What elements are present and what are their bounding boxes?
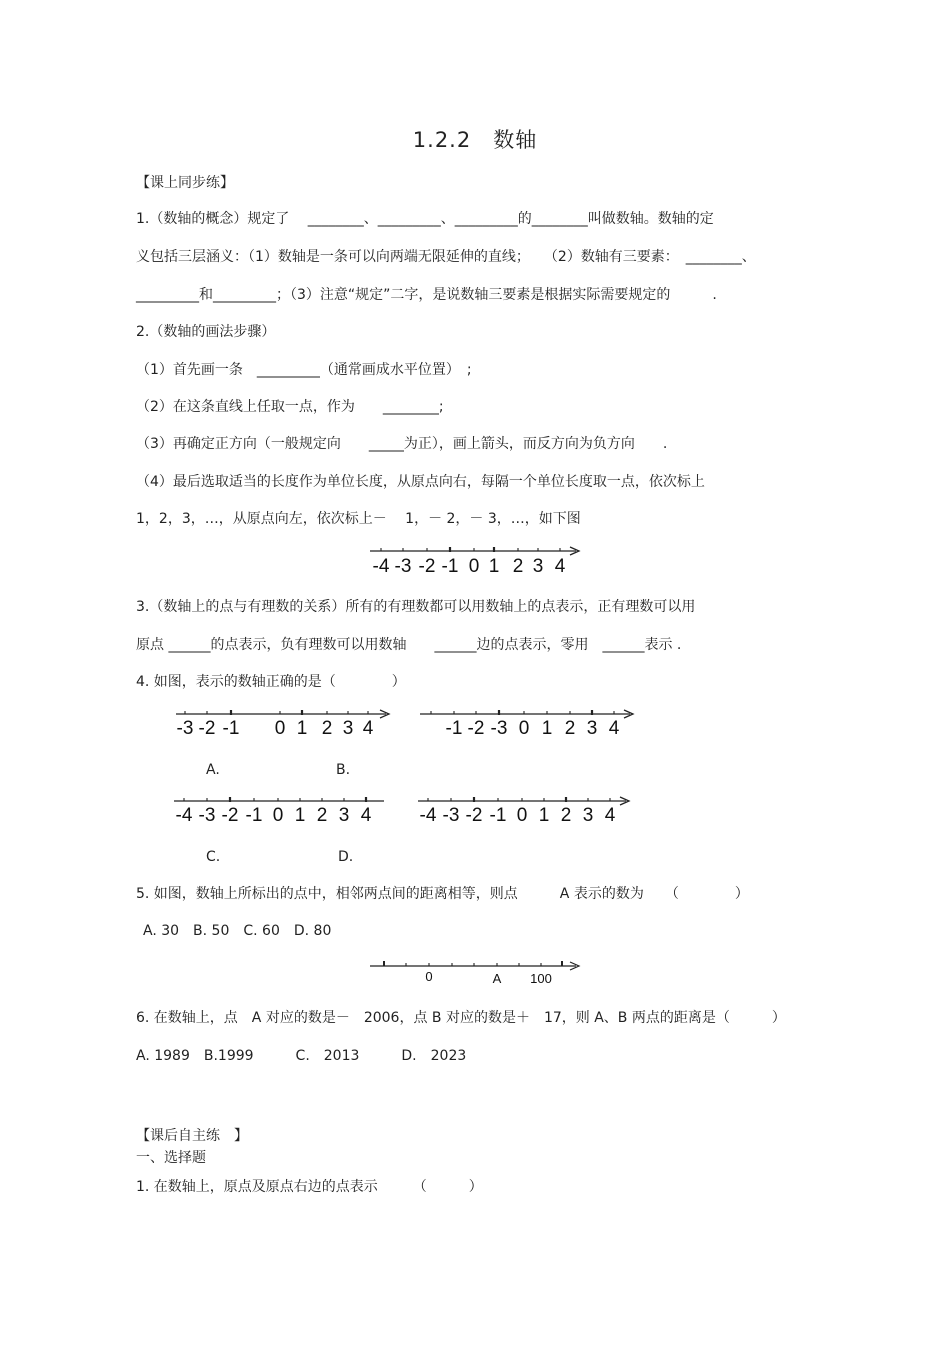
q2-label: 2: [512, 556, 524, 577]
q1-line-2: 义包括三层涵义：（1）数轴是一条可以向两端无限延伸的直线； （2）数轴有三要素： ________、: [136, 249, 756, 265]
q2-label: 0: [468, 556, 480, 577]
q5-stem: 5. 如图，数轴上所标出的点中，相邻两点间的距离相等，则点 A 表示的数为 （ ）: [136, 886, 749, 902]
q4d-label: 2: [560, 805, 572, 826]
q4d-label: 0: [516, 805, 528, 826]
q4d-label-group: [420, 805, 616, 826]
q4-stem: 4. 如图，表示的数轴正确的是（ ）: [136, 674, 406, 690]
q4-option-c-label: C.: [206, 849, 221, 865]
q4b-label: 4: [608, 718, 620, 739]
q5-number-line-figure: [366, 955, 586, 989]
q2-label: 3: [532, 556, 544, 577]
q4b-label: -3: [490, 718, 508, 739]
q4d-label: -1: [489, 805, 507, 826]
q4b-label: 1: [541, 718, 553, 739]
q4d-label: 1: [538, 805, 550, 826]
q6-stem: 6. 在数轴上，点 A 对应的数是－ 2006，点 B 对应的数是＋ 17，则 A、B 两点的距离是（ ）: [136, 1010, 786, 1026]
q4b-label-group: [446, 718, 620, 739]
q2-number-line-figure: [366, 540, 586, 580]
q4b-label: 2: [564, 718, 576, 739]
q4-option-d-label: D.: [338, 849, 354, 865]
q2-step-3: （3）再确定正方向（一般规定向 _____为正），画上箭头，而反方向为负方向 .: [136, 436, 668, 452]
q2-label: -3: [394, 556, 412, 577]
q2-heading: 2.（数轴的画法步骤）: [136, 324, 276, 340]
q4a-label: -2: [198, 718, 216, 739]
q4a-label-group: [177, 718, 374, 739]
q4d-label: 3: [582, 805, 594, 826]
q4b-label: -2: [467, 718, 485, 739]
q4a-label: -1: [222, 718, 240, 739]
section-subheading-choice: 一、选择题: [136, 1150, 206, 1166]
q3-line-2: 原点 ______的点表示，负有理数可以用数轴 ______边的点表示，零用 ______表示 .: [136, 637, 682, 653]
q2-label: -1: [441, 556, 459, 577]
q2-label: -2: [418, 556, 436, 577]
q4b-label: 0: [518, 718, 530, 739]
q4a-label: 2: [321, 718, 333, 739]
q4a-label: -3: [176, 718, 194, 739]
q4c-label: -4: [175, 805, 193, 826]
q2-label: -4: [372, 556, 390, 577]
q2-step-1: （1）首先画一条 _________（通常画成水平位置） ;: [136, 362, 472, 378]
q4-option-b-label: B.: [336, 762, 351, 778]
q4a-label: 1: [296, 718, 308, 739]
q4-option-d-number-line: [414, 790, 644, 830]
section-heading-after-class: 【课后自主练 】: [136, 1128, 248, 1144]
q4c-label: 1: [294, 805, 306, 826]
q2-step-2: （2）在这条直线上任取一点，作为 ________;: [136, 399, 444, 415]
q4c-label: 4: [360, 805, 372, 826]
q5-point-a-label: A: [492, 971, 502, 986]
q5-hundred-label: 100: [530, 971, 552, 986]
post-class-question-1: 1. 在数轴上，原点及原点右边的点表示 （ ）: [136, 1179, 483, 1195]
q4a-label: 0: [274, 718, 286, 739]
q5-tick-group: [384, 961, 562, 966]
q4c-label: 0: [272, 805, 284, 826]
section-heading-in-class: 【课上同步练】: [136, 175, 234, 191]
q4-option-c-number-line: [170, 790, 400, 830]
q2-label: 4: [554, 556, 566, 577]
q4d-label: -4: [419, 805, 437, 826]
q4b-label: 3: [586, 718, 598, 739]
q1-line-3: _________和_________；（3）注意“规定”二字，是说数轴三要素是根据实际需要规定的 .: [136, 287, 717, 303]
q4c-label: 2: [316, 805, 328, 826]
q6-choices: A. 1989 B.1999 C. 2013 D. 2023: [136, 1048, 467, 1064]
q5-zero-label: 0: [425, 969, 433, 984]
q4a-label: 4: [362, 718, 374, 739]
q4c-label: -1: [245, 805, 263, 826]
q2-step-4: （4）最后选取适当的长度作为单位长度，从原点向右，每隔一个单位长度取一点，依次标上: [136, 474, 705, 490]
q4d-label: -3: [442, 805, 460, 826]
q4c-label: 3: [338, 805, 350, 826]
q5-choices: A. 30 B. 50 C. 60 D. 80: [143, 923, 332, 939]
q4-option-a-label: A.: [206, 762, 220, 778]
q4c-label: -2: [221, 805, 239, 826]
q4d-label: -2: [465, 805, 483, 826]
q4c-label-group: [176, 805, 372, 826]
q4c-label: -3: [198, 805, 216, 826]
q3-line-1: 3.（数轴上的点与有理数的关系）所有的有理数都可以用数轴上的点表示，正有理数可以用: [136, 599, 696, 615]
q4b-label: -1: [445, 718, 463, 739]
q2-label-group: [373, 556, 566, 577]
q4-option-a-number-line: [170, 702, 400, 742]
q1-line-1: 1.（数轴的概念）规定了 ________、_________、_________的________叫做数轴。数轴的定: [136, 211, 714, 227]
q4a-label: 3: [342, 718, 354, 739]
page-title: 1.2.2 数轴: [412, 128, 538, 152]
q4d-label: 4: [604, 805, 616, 826]
q2-step-4-continued: 1，2，3，…，从原点向左，依次标上－ 1，－ 2，－ 3，…，如下图: [136, 511, 581, 527]
q4-option-b-number-line: [416, 702, 646, 742]
q2-label: 1: [488, 556, 500, 577]
